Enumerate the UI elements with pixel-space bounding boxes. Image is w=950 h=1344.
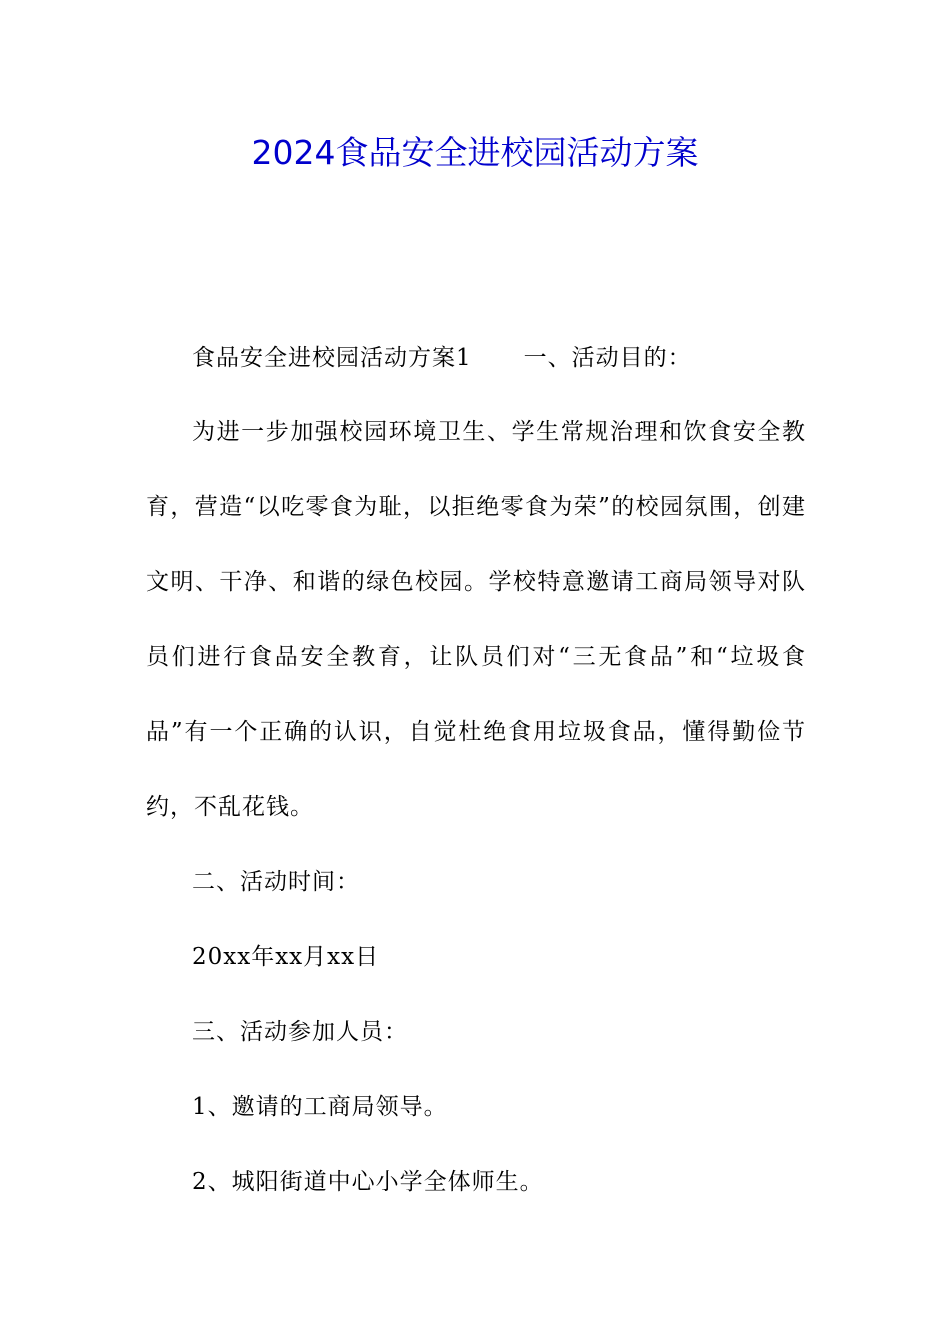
list-item: 1、邀请的工商局领导。 [192, 1094, 448, 1120]
section-heading-purpose: 一、活动目的： [523, 345, 692, 371]
plan-subtitle: 食品安全进校园活动方案1 [192, 345, 472, 371]
section-heading-participants: 三、活动参加人员： [192, 1019, 408, 1045]
paragraph-heading-1 [146, 334, 806, 382]
paragraph-date: 20xx年xx月xx日 [192, 944, 380, 970]
document-body [146, 334, 806, 1220]
document-title: 2024食品安全进校园活动方案 [251, 133, 699, 172]
section-heading-time: 二、活动时间： [192, 869, 360, 895]
paragraph-purpose: 为进一步加强校园环境卫生、学生常规治理和饮食安全教育，营造“以吃零食为耻，以拒绝零食为荣”的校园氛围，创建文明、干净、和谐的绿色校园。学校特意邀请工商局领导对队员们进行食品安全教育，让队员们对“三无食品”和“垃圾食品”有一个正确的认识，自觉杜绝食用垃圾食品，懂得勤俭节约，不乱花钱。 [146, 419, 806, 820]
list-item: 2、城阳街道中心小学全体师生。 [192, 1169, 544, 1195]
